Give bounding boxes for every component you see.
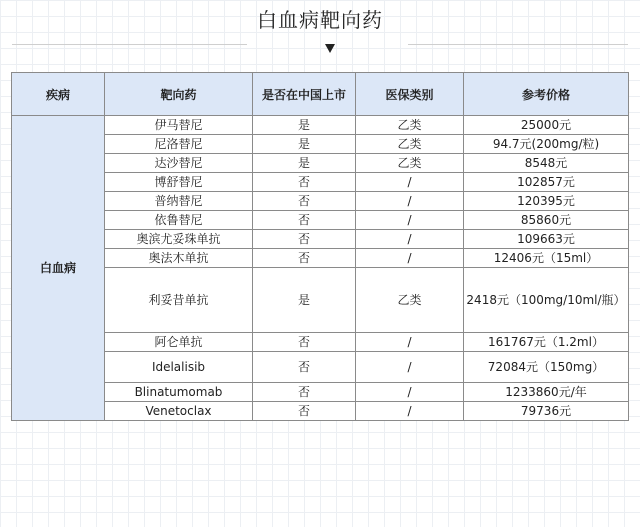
listed-status: 否 <box>253 192 356 211</box>
insurance-category: / <box>356 173 464 192</box>
listed-status: 是 <box>253 116 356 135</box>
listed-status: 否 <box>253 402 356 421</box>
table-row <box>12 135 629 154</box>
reference-price: 12406元（15ml） <box>464 249 629 268</box>
listed-status: 否 <box>253 230 356 249</box>
table-row <box>12 333 629 352</box>
reference-price: 94.7元(200mg/粒) <box>464 135 629 154</box>
insurance-category: 乙类 <box>356 135 464 154</box>
title-divider-left <box>12 44 247 45</box>
table-row <box>12 116 629 135</box>
insurance-category: / <box>356 352 464 383</box>
title-divider-right <box>408 44 628 45</box>
listed-status: 否 <box>253 333 356 352</box>
drug-name: 奥法木单抗 <box>105 249 253 268</box>
drug-name: 博舒替尼 <box>105 173 253 192</box>
drug-name: Blinatumomab <box>105 383 253 402</box>
reference-price: 120395元 <box>464 192 629 211</box>
reference-price: 79736元 <box>464 402 629 421</box>
reference-price: 8548元 <box>464 154 629 173</box>
listed-status: 是 <box>253 135 356 154</box>
down-arrow-icon <box>325 44 335 53</box>
reference-price: 161767元（1.2ml） <box>464 333 629 352</box>
table-row <box>12 173 629 192</box>
insurance-category: 乙类 <box>356 154 464 173</box>
insurance-category: / <box>356 249 464 268</box>
listed-status: 否 <box>253 352 356 383</box>
reference-price: 109663元 <box>464 230 629 249</box>
listed-status: 否 <box>253 173 356 192</box>
table-row <box>12 249 629 268</box>
table-row <box>12 268 629 333</box>
drug-name: 达沙替尼 <box>105 154 253 173</box>
drug-table <box>11 72 629 421</box>
reference-price: 72084元（150mg） <box>464 352 629 383</box>
reference-price: 2418元（100mg/10ml/瓶） <box>464 268 629 333</box>
insurance-category: / <box>356 383 464 402</box>
table-row <box>12 154 629 173</box>
table-row <box>12 383 629 402</box>
drug-name: 伊马替尼 <box>105 116 253 135</box>
reference-price: 85860元 <box>464 211 629 230</box>
table-row <box>12 402 629 421</box>
insurance-category: 乙类 <box>356 268 464 333</box>
drug-name: 奥滨尤妥珠单抗 <box>105 230 253 249</box>
listed-status: 否 <box>253 211 356 230</box>
insurance-category: / <box>356 211 464 230</box>
listed-status: 否 <box>253 383 356 402</box>
insurance-category: / <box>356 230 464 249</box>
drug-name: 普纳替尼 <box>105 192 253 211</box>
header-reference-price: 参考价格 <box>464 73 629 116</box>
drug-name: Venetoclax <box>105 402 253 421</box>
disease-cell: 白血病 <box>12 116 105 421</box>
table-row <box>12 192 629 211</box>
header-insurance-category: 医保类别 <box>356 73 464 116</box>
drug-name: Idelalisib <box>105 352 253 383</box>
reference-price: 1233860元/年 <box>464 383 629 402</box>
page-title: 白血病靶向药 <box>257 8 383 32</box>
drug-name: 阿仑单抗 <box>105 333 253 352</box>
table-row <box>12 352 629 383</box>
insurance-category: / <box>356 402 464 421</box>
header-listed-in-china: 是否在中国上市 <box>253 73 356 116</box>
insurance-category: / <box>356 192 464 211</box>
listed-status: 是 <box>253 268 356 333</box>
drug-name: 利妥昔单抗 <box>105 268 253 333</box>
drug-name: 尼洛替尼 <box>105 135 253 154</box>
reference-price: 25000元 <box>464 116 629 135</box>
listed-status: 是 <box>253 154 356 173</box>
listed-status: 否 <box>253 249 356 268</box>
drug-name: 依鲁替尼 <box>105 211 253 230</box>
reference-price: 102857元 <box>464 173 629 192</box>
header-drug: 靶向药 <box>105 73 253 116</box>
table-header-row <box>12 73 629 116</box>
header-disease: 疾病 <box>12 73 105 116</box>
table-row <box>12 211 629 230</box>
insurance-category: 乙类 <box>356 116 464 135</box>
table-row <box>12 230 629 249</box>
insurance-category: / <box>356 333 464 352</box>
